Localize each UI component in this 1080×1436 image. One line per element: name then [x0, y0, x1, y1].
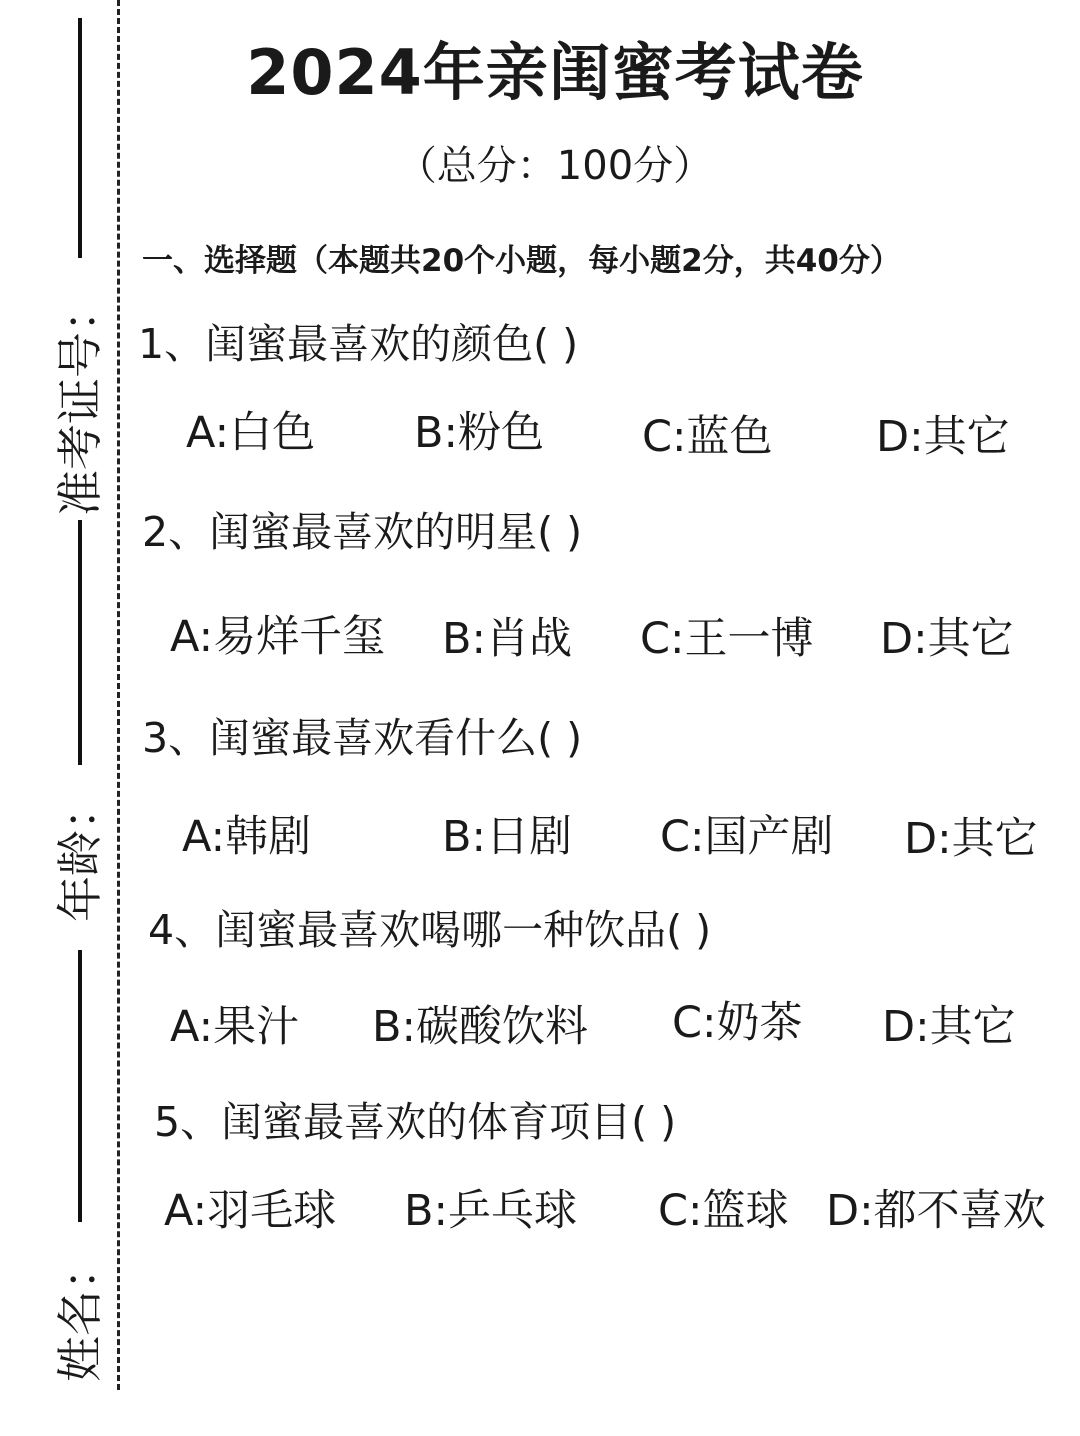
option-4-c[interactable]: C:奶茶 [672, 998, 803, 1048]
option-5-a[interactable]: A:羽毛球 [164, 1186, 337, 1236]
option-3-b[interactable]: B:日剧 [442, 812, 572, 862]
option-2-c[interactable]: C:王一博 [640, 614, 814, 664]
age-fill-line [78, 520, 82, 765]
total-score: （总分：100分） [396, 143, 714, 189]
option-1-c[interactable]: C:蓝色 [642, 412, 773, 462]
option-5-d[interactable]: D:都不喜欢 [826, 1186, 1046, 1236]
option-3-c[interactable]: C:国产剧 [660, 812, 834, 862]
option-4-b[interactable]: B:碳酸饮料 [372, 1002, 588, 1052]
question-3: 3、闺蜜最喜欢看什么( ) [142, 714, 583, 762]
section-heading: 一、选择题（本题共20个小题，每小题2分，共40分） [142, 243, 901, 279]
name-fill-line [78, 950, 82, 1222]
question-5: 5、闺蜜最喜欢的体育项目( ) [154, 1098, 677, 1146]
option-4-a[interactable]: A:果汁 [170, 1002, 300, 1052]
age-label: 年龄： [53, 784, 107, 922]
option-2-b[interactable]: B:肖战 [442, 614, 572, 664]
cut-dashed-line [117, 0, 120, 1390]
option-5-c[interactable]: C:篮球 [658, 1186, 789, 1236]
binding-margin [0, 0, 125, 1436]
option-4-d[interactable]: D:其它 [882, 1002, 1016, 1052]
option-3-a[interactable]: A:韩剧 [182, 812, 312, 862]
option-1-b[interactable]: B:粉色 [414, 408, 544, 458]
question-4: 4、闺蜜最喜欢喝哪一种饮品( ) [148, 906, 712, 954]
option-1-a[interactable]: A:白色 [186, 408, 316, 458]
exam-title: 2024年亲闺蜜考试卷 [246, 36, 864, 109]
exam-id-label: 准考证号： [53, 286, 107, 516]
option-2-d[interactable]: D:其它 [880, 614, 1014, 664]
question-2: 2、闺蜜最喜欢的明星( ) [142, 508, 583, 556]
option-2-a[interactable]: A:易烊千玺 [170, 612, 386, 662]
question-1: 1、闺蜜最喜欢的颜色( ) [138, 320, 579, 368]
option-5-b[interactable]: B:乒乓球 [404, 1186, 577, 1236]
option-3-d[interactable]: D:其它 [904, 814, 1038, 864]
option-1-d[interactable]: D:其它 [876, 412, 1010, 462]
name-label: 姓名： [53, 1244, 107, 1382]
